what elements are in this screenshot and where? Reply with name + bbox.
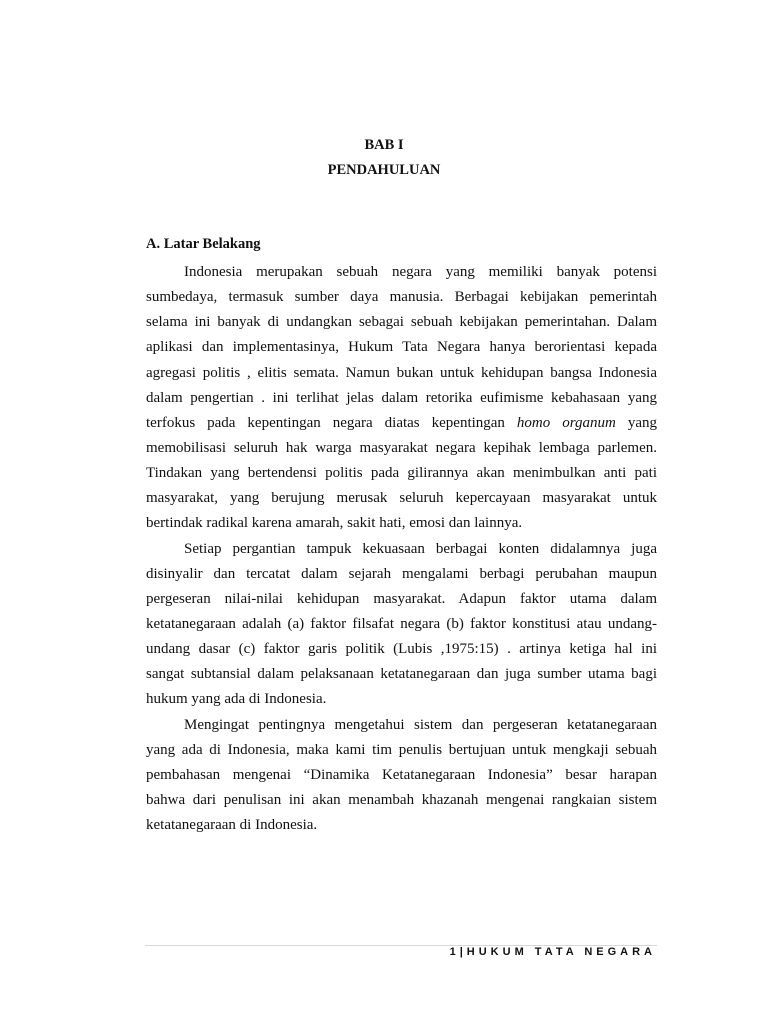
footer-separator: | xyxy=(459,946,467,958)
text-line: disinyalir dan tercatat dalam sejarah mengalami berbagi perubahan maupun xyxy=(146,565,657,582)
text-line: Tindakan yang bertendensi politis pada gilirannya akan menimbulkan anti pati xyxy=(146,465,657,482)
chapter-number: BAB I xyxy=(364,137,404,153)
text-line: memobilisasi seluruh hak warga masyarakat negara kepihak lembaga parlemen. xyxy=(146,439,657,456)
text-line: bahwa dari penulisan ini akan menambah khazanah mengenai rangkaian sistem xyxy=(146,791,657,808)
text-line: pergeseran nilai-nilai kehidupan masyarakat. Adapun faktor utama dalam xyxy=(146,590,657,607)
text-line: pembahasan mengenai “Dinamika Ketatanegaraan Indonesia” besar harapan xyxy=(146,766,657,783)
body-text xyxy=(146,261,657,839)
text-line: selama ini banyak di undangkan sebagai sebuah kebijakan pemerintahan. Dalam xyxy=(146,314,657,331)
text-line: agregasi politis , elitis semata. Namun bukan untuk kehidupan bangsa Indonesia xyxy=(146,364,657,381)
paragraph-3 xyxy=(146,714,657,840)
text-line xyxy=(146,412,657,437)
text-line: Setiap pergantian tampuk kekuasaan berbagai konten didalamnya juga xyxy=(184,540,657,557)
text-line: yang ada di Indonesia, maka kami tim penulis bertujuan untuk mengkaji sebuah xyxy=(146,741,657,758)
chapter-title: PENDAHULUAN xyxy=(327,162,441,178)
paragraph-1 xyxy=(146,261,657,538)
text-line: masyarakat, yang berujung merusak seluruh kepercayaan masyarakat untuk xyxy=(146,490,657,507)
text-line: bertindak radikal karena amarah, sakit hati, emosi dan lainnya. xyxy=(146,515,523,532)
text-segment: terfokus pada kepentingan negara diatas kepentingan xyxy=(146,414,517,431)
page-footer xyxy=(450,946,656,958)
text-line: sumbedaya, termasuk sumber daya manusia. Berbagai kebijakan pemerintah xyxy=(146,289,657,306)
footer-title: HUKUM TATA NEGARA xyxy=(466,946,656,958)
text-line: sangat subtansial dalam pelaksanaan ketatanegaraan dan juga sumber utama bagi xyxy=(146,666,657,683)
text-segment: yang xyxy=(615,414,657,431)
text-line: Indonesia merupakan sebuah negara yang memiliki banyak potensi xyxy=(184,264,657,280)
text-line: undang dasar (c) faktor garis politik (Lubis ,1975:15) . artinya ketiga hal ini xyxy=(146,641,657,658)
section-heading: A. Latar Belakang xyxy=(146,236,261,252)
text-line: aplikasi dan implementasinya, Hukum Tata Negara hanya berorientasi kepada xyxy=(146,339,657,356)
text-line: hukum yang ada di Indonesia. xyxy=(146,691,327,708)
page-number: 1 xyxy=(449,946,460,958)
text-line: dalam pengertian . ini terlihat jelas dalam retorika eufimisme kebahasaan yang xyxy=(146,389,657,406)
text-line: ketatanegaraan di Indonesia. xyxy=(146,817,318,834)
italic-term: homo organum xyxy=(516,414,616,431)
text-line: Mengingat pentingnya mengetahui sistem dan pergeseran ketatanegaraan xyxy=(184,716,657,733)
paragraph-2 xyxy=(146,538,657,714)
text-line: ketatanegaraan adalah (a) faktor filsafat negara (b) faktor konstitusi atau undang- xyxy=(146,615,657,632)
